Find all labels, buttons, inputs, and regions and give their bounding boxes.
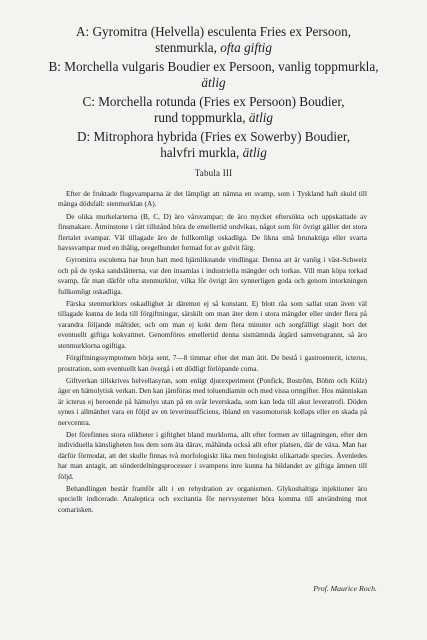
caption-d (0, 129, 427, 160)
paragraph: Efter de fruktade flugsvamparna är det lämpligt att nämna en svamp, som i Tyskland haft skuld till många dödsfall: stenmurklan (A). (58, 189, 367, 209)
paragraph: Färska stenmurklors oskadlighet är däremot ej så konstant. Ej blott råa som sallat utan även väl tillagade kunna de leda till förgiftningar, särskilt om man äter dem i stora mängder eller under flera på varandra följande måltider, och om man ej kokt dem flera minuter och sorgfälligt slagit bort det eventuellt giftiga kokvattnet. Genomföres emellertid denna sistnämnda åtgärd samvetsgrannt, så äro stenmurklorna ogiftiga. (58, 299, 367, 350)
article-body (58, 189, 367, 517)
plate-title: Tabula III (194, 168, 233, 178)
plate-captions (0, 24, 427, 164)
caption-edibility: ätlig (242, 144, 267, 160)
paragraph: Behandlingen består framför allt i en rehydration av organismen. Glykoshaltiga injektioner äro speciellt indicerade. Analeptica och excitantia för nervsystemet böra komma till användning mot comarisken. (58, 483, 367, 514)
caption-line1: C: Morchella rotunda (Fries ex Persoon) Boudier, (82, 94, 345, 109)
caption-edibility: ätlig (201, 74, 226, 90)
caption-line2: halvfri murkla, (160, 144, 243, 160)
paragraph: Det förefinnes stora olikheter i giftighet bland murklorna, allt efter formen av tillagningen, efter den individuella känsligheten hos dem som äta därav, måhända också allt efter platsen, där de växa. Man har därför förmodat, att det skulle finnas två morfologiskt lika men biologiskt olikartade species. Ävenledes har man antagit, att sönderdelningsprocesser i svampens inre kunna ha bildandet av giftiga ämnen till följd. (58, 429, 367, 481)
caption-line2: stenmurkla, (155, 39, 221, 55)
author-signature: Prof. Maurice Roch. (313, 584, 377, 593)
caption-line1: A: Gyromitra (Helvella) esculenta Fries ex Persoon, (75, 24, 352, 39)
caption-b (0, 59, 427, 90)
caption-edibility: ofta giftig (220, 39, 272, 55)
caption-line1: B: Morchella vulgaris Boudier ex Persoon, vanlig toppmurkla, (48, 59, 379, 74)
caption-line2: rund toppmurkla, (153, 109, 249, 125)
caption-c (0, 94, 427, 125)
caption-line1: D: Mitrophora hybrida (Fries ex Sowerby) Boudier, (76, 129, 351, 144)
paragraph: Gyromitra esculenta har brun hatt med hjärnliknande vindlingar. Denna art är vanlig i väst-Schweiz och på de tyska sandslätterna, var den insamlas i industriella mängder och torkas. Vill man köpa torkad svamp, får man därför ofta stenmurklor, vilka för övrigt äro synnerligen goda och genom intorkningen fullkomligt oskadliga. (58, 255, 367, 296)
paragraph: Giftverkan tillskrives helvellasyran, som enligt djurexperiment (Ponfick, Bostrõm, Böhm och Külz) äger en hämolytisk verkan. Den kan jämföras med toluendiamin och med vissa ormgifter. Hos människan är icterus ej beroende på hämolys utan på en svår leverskada, som kan leda till akut leveratrofi. Döden synes i allmänhet vara en följd av en leverinsufficiens, ibland en vasomotorisk kollaps eller en skada på nervcentra. (58, 375, 367, 427)
paragraph: De olika murkelarterna (B, C, D) äro vårsvampar; de äro mycket eftersökta och uppskattade av finsmakare. Ätminstone i rått tillstånd böra de emellertid undvikas, något som för övrigt gäller det stora flertalet svampar. Väl tillagade äro de fullkomligt oskadliga. De likna små brunaktiga eller svarta havssvampar med en ihålig, oregelbundet formad fot av gulvit färg. (58, 211, 367, 253)
caption-edibility: ätlig (248, 109, 274, 125)
caption-a (0, 24, 427, 55)
paragraph: Förgiftningssymptomen börja sent, 7—8 timmar efter det man ätit. De bestå i gastroenterit, icterus, prostration, som eventuellt kan övergå i ett dödligt förlöpande coma. (58, 353, 367, 373)
